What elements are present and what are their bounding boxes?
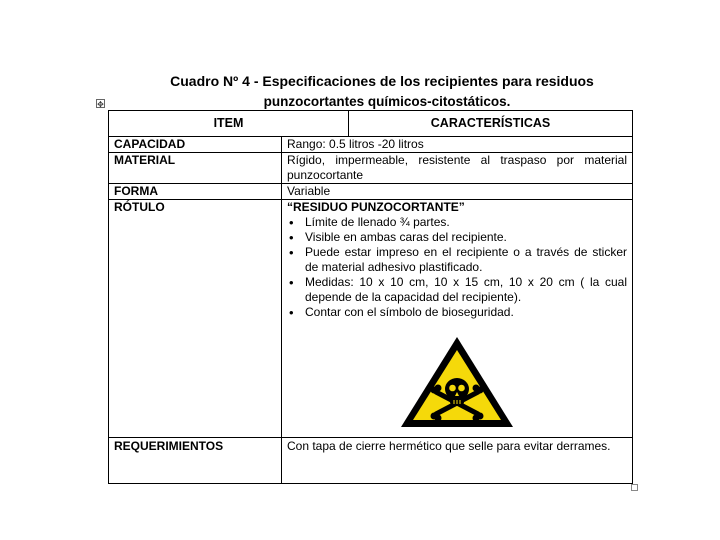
row-capacidad xyxy=(109,137,633,153)
list-item: • Contar con el símbolo de bioseguridad. xyxy=(305,305,627,320)
table-caption-line-1: Cuadro Nº 4 - Especificaciones de los recipientes para residuos xyxy=(170,73,594,89)
row-rotulo xyxy=(109,200,633,438)
forma-label: FORMA xyxy=(109,184,282,200)
row-requerimientos xyxy=(109,438,633,484)
forma-value: Variable xyxy=(282,184,633,200)
header-caracteristicas: CARACTERÍSTICAS xyxy=(349,111,633,137)
row-forma xyxy=(109,184,633,200)
requerimientos-label: REQUERIMIENTOS xyxy=(109,438,282,484)
table-caption-line-2: punzocortantes químicos-citostáticos. xyxy=(263,94,511,109)
table-move-handle-icon[interactable]: ✥ xyxy=(97,100,104,109)
toxic-hazard-icon xyxy=(398,334,516,430)
table-header-row xyxy=(109,111,633,137)
capacidad-value: Rango: 0.5 litros -20 litros xyxy=(282,137,633,153)
material-value: Rígido, impermeable, resistente al traspaso por material punzocortante xyxy=(282,153,633,184)
rotulo-heading: “RESIDUO PUNZOCORTANTE” xyxy=(287,200,465,214)
capacidad-label: CAPACIDAD xyxy=(109,137,282,153)
rotulo-value xyxy=(282,200,633,438)
requerimientos-value: Con tapa de cierre hermético que selle para evitar derrames. xyxy=(282,438,633,484)
table-resize-handle[interactable] xyxy=(631,484,638,491)
rotulo-label: RÓTULO xyxy=(109,200,282,438)
header-item: ITEM xyxy=(109,111,349,137)
rotulo-list xyxy=(287,215,627,320)
material-label: MATERIAL xyxy=(109,153,282,184)
list-item: • Límite de llenado ¾ partes. xyxy=(305,215,627,230)
list-item: • Puede estar impreso en el recipiente o a través de sticker de material adhesivo plastificado. xyxy=(305,245,627,275)
list-item: • Medidas: 10 x 10 cm, 10 x 15 cm, 10 x 20 cm ( la cual depende de la capacidad del recipiente). xyxy=(305,275,627,305)
list-item: • Visible en ambas caras del recipiente. xyxy=(305,230,627,245)
specifications-table xyxy=(108,110,633,484)
row-material xyxy=(109,153,633,184)
